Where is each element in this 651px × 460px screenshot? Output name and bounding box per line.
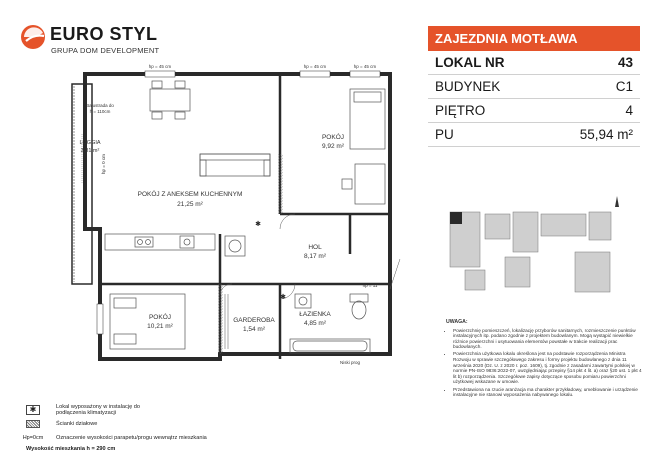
- room2-area: 10,21 m²: [147, 323, 173, 330]
- brand-name: EURO STYL: [50, 24, 158, 44]
- hall-label: HOL: [308, 244, 322, 251]
- note-item: • Powierzchnię pomieszczeń, lokalizację przyborów sanitarnych, rozmieszczenie punktów instalacyjnych itp. podano zgodnie z projektem budowlanym. Mogą wystąpić niewielkie różnice powierzchni i usytuowania elementów powstałe w trakcie realizacji prac budowlanych.: [453, 328, 642, 350]
- logo: [20, 22, 220, 58]
- info-row-building: BUDYNEK C1: [428, 75, 640, 99]
- window-height-note: hp = 45 cm: [303, 64, 327, 69]
- ac-marker-icon: ✱: [255, 221, 261, 228]
- wardrobe-label: GARDEROBA: [233, 317, 275, 324]
- bathtub-icon: [290, 339, 370, 353]
- bath-note: Niski prog: [339, 360, 361, 365]
- selected-unit-marker: [450, 212, 462, 224]
- legend-row-walls: Ścianki działowe: [26, 417, 286, 431]
- living-room-label: POKÓJ Z ANEKSEM KUCHENNYM: [137, 191, 243, 198]
- desk-icon: [342, 164, 385, 204]
- legend-row-height: Wysokość mieszkania h = 290 cm: [26, 446, 116, 453]
- room2-label: POKÓJ: [148, 314, 172, 321]
- brand-tagline: GRUPA DOM DEVELOPMENT: [51, 46, 160, 55]
- legend-row-ac: ✱ Lokal wyposażony w instalację do podłączenia klimatyzacji: [26, 403, 286, 417]
- living-room-area: 21,25 m²: [177, 201, 203, 208]
- double-bed-icon: [110, 294, 185, 349]
- note-item: • Powierzchnia użytkowa lokalu określona jest na podstawie rozporządzenia Ministra Rozwoju w sprawie szczegółowego zakresu i formy projektu budowlanego z dnia 11 września 2020 (Dz. U. z 2020 r. poz. 1609), tj. zgodnie z zasadami zawartymi polskiej w normie PN-ISO 9836:2022-07, uwzględniając przepisy §14 pkt 4 lit. a) oraz §20 ust. 1 pkt 4 lit b) rozporządzenia. Szczegółowe zapisy dotyczące sposobu pomiaru powierzchni użytkowej wskazane w umowie.: [453, 351, 642, 385]
- sofa-icon: [200, 154, 270, 176]
- ac-marker-icon: ✱: [280, 294, 286, 301]
- window-height-note: hp = 45 cm: [148, 64, 172, 69]
- loggia-area: 3,81 m²: [80, 148, 100, 154]
- notes-section: [446, 320, 642, 399]
- legend: [22, 403, 286, 454]
- euro-styl-logo-icon: [20, 22, 48, 52]
- balustrade-note: Balustrada do: [86, 103, 114, 108]
- bathroom-label: ŁAZIENKA: [299, 311, 331, 318]
- appliance-icon: [225, 236, 245, 256]
- loggia-label: LOGGIA: [79, 140, 101, 146]
- apartment-info-panel: [428, 26, 640, 147]
- wardrobe-area: 1,54 m²: [242, 326, 266, 333]
- room1-label: POKÓJ: [321, 134, 345, 141]
- window-height-note: hp = 45 cm: [353, 64, 377, 69]
- minimap-compass-icon: [615, 196, 619, 207]
- hall-area: 8,17 m²: [303, 253, 327, 260]
- hp-symbol: Hp=0cm: [22, 435, 44, 441]
- threshold-note: hp = 11: [362, 283, 378, 288]
- notes-title: UWAGA:: [446, 319, 468, 325]
- bed-icon: [350, 89, 385, 149]
- threshold-note: hp = 0 cm: [101, 154, 106, 174]
- bathroom-area: 4,85 m²: [303, 320, 327, 327]
- ac-symbol-icon: ✱: [26, 405, 40, 415]
- note-item: • Przedstawiona na rzucie aranżacja ma charakter przykładowy, umeblowanie i urządzenie instalacyjne nie stanowi wyposażenia nabywanego lokalu.: [453, 387, 642, 398]
- dining-table-icon: [150, 81, 190, 119]
- balustrade-note: h = 110cm: [89, 109, 111, 114]
- room1-area: 9,92 m²: [321, 143, 345, 150]
- legend-row-hp: Hp=0cm Oznaczenie wysokości parapetu/progu wewnątrz mieszkania: [22, 434, 207, 441]
- building-location-map: [445, 192, 630, 310]
- wardrobe-icon: [225, 294, 228, 349]
- kitchen-counter-icon: [105, 234, 215, 250]
- info-row-floor: PIĘTRO 4: [428, 99, 640, 123]
- info-row-unit: LOKAL NR 43: [428, 51, 640, 75]
- info-row-area: PU 55,94 m²: [428, 123, 640, 147]
- floor-plan: [50, 54, 410, 374]
- project-name: ZAJEZDNIA MOTŁAWA: [428, 26, 640, 51]
- hatch-wall-icon: [26, 420, 40, 428]
